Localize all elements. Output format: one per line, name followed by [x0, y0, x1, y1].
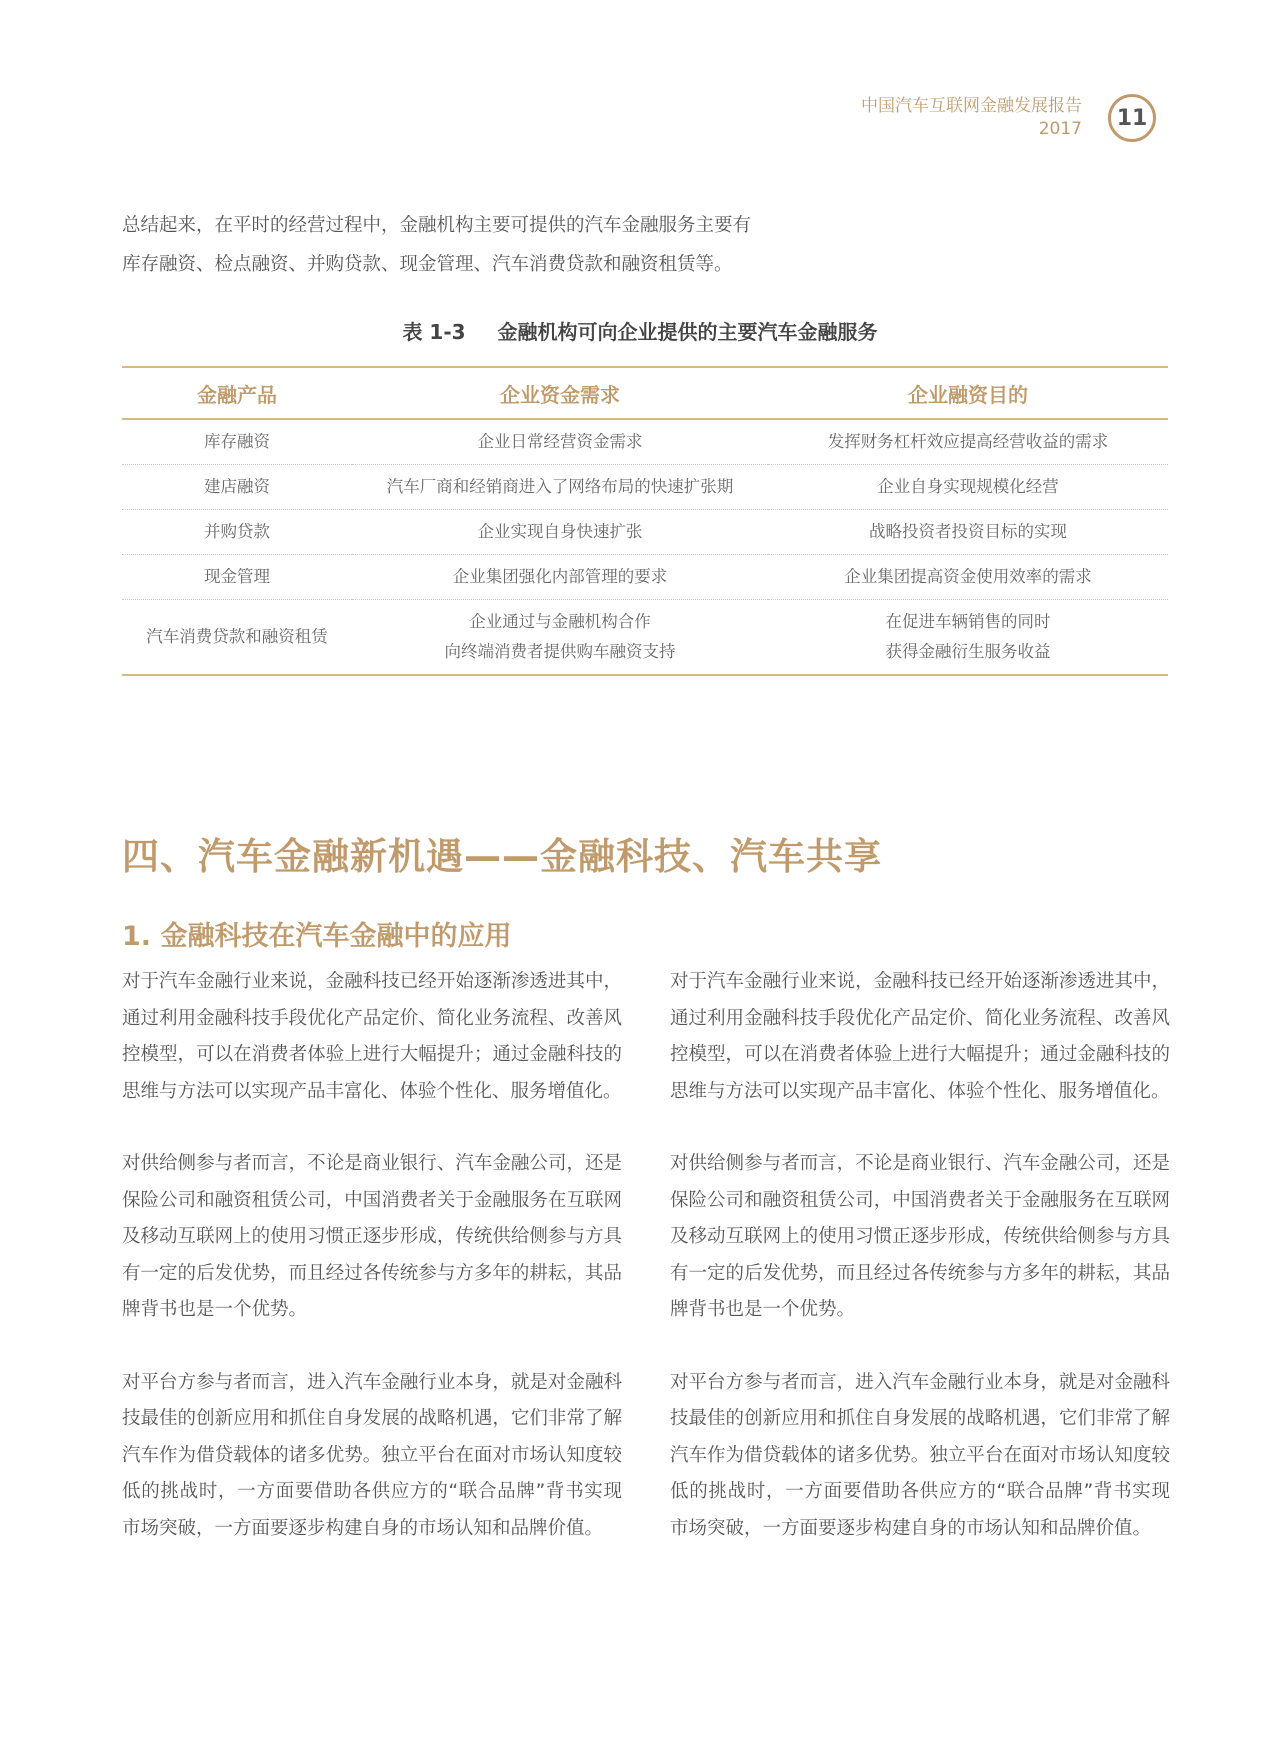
table-title: 金融机构可向企业提供的主要汽车金融服务 [497, 320, 878, 344]
column-header: 企业融资目的 [768, 367, 1168, 419]
text-column-right [670, 964, 1170, 1583]
paragraph: 对供给侧参与者而言，不论是商业银行、汽车金融公司，还是保险公司和融资租赁公司，中国消费者关于金融服务在互联网及移动互联网上的使用习惯正逐步形成，传统供给侧参与方具有一定的后发优势，而且经过各传统参与方多年的耕耘，其品牌背书也是一个优势。 [122, 1153, 622, 1320]
paragraph: 对平台方参与者而言，进入汽车金融行业本身，就是对金融科技最佳的创新应用和抓住自身发展的战略机遇，它们非常了解汽车作为借贷载体的诸多优势。独立平台在面对市场认知度较低的挑战时，一方面要借助各供应方的“联合品牌”背书实现市场突破，一方面要逐步构建自身的市场认知和品牌价值。 [670, 1371, 1170, 1539]
header-text [861, 95, 1082, 141]
cell-purpose: 发挥财务杠杆效应提高经营收益的需求 [768, 419, 1168, 465]
table-header-row [122, 367, 1168, 419]
column-header: 金融产品 [122, 367, 352, 419]
cell-purpose: 战略投资者投资目标的实现 [768, 510, 1168, 555]
cell-purpose: 企业自身实现规模化经营 [768, 465, 1168, 510]
report-year: 2017 [1038, 119, 1082, 139]
table-row [122, 555, 1168, 600]
cell-line: 向终端消费者提供购车融资支持 [444, 642, 676, 661]
paragraph: 对平台方参与者而言，进入汽车金融行业本身，就是对金融科技最佳的创新应用和抓住自身发展的战略机遇，它们非常了解汽车作为借贷载体的诸多优势。独立平台在面对市场认知度较低的挑战时，一方面要借助各供应方的“联合品牌”背书实现市场突破，一方面要逐步构建自身的市场认知和品牌价值。 [122, 1371, 622, 1539]
cell-need: 企业日常经营资金需求 [352, 419, 768, 465]
cell-need: 汽车厂商和经销商进入了网络布局的快速扩张期 [352, 465, 768, 510]
subsection-title: 1. 金融科技在汽车金融中的应用 [122, 921, 512, 952]
table-row [122, 465, 1168, 510]
cell-purpose [768, 600, 1168, 676]
cell-purpose: 企业集团提高资金使用效率的需求 [768, 555, 1168, 600]
paragraph: 对供给侧参与者而言，不论是商业银行、汽车金融公司，还是保险公司和融资租赁公司，中国消费者关于金融服务在互联网及移动互联网上的使用习惯正逐步形成，传统供给侧参与方具有一定的后发优势，而且经过各传统参与方多年的耕耘，其品牌背书也是一个优势。 [670, 1153, 1170, 1320]
column-header: 企业资金需求 [352, 367, 768, 419]
cell-need [352, 600, 768, 676]
table-caption [0, 316, 1280, 345]
cell-product: 并购贷款 [122, 510, 352, 555]
cell-need: 企业集团强化内部管理的要求 [352, 555, 768, 600]
table-number: 表 1-3 [402, 320, 466, 344]
table-row [122, 600, 1168, 676]
cell-product: 汽车消费贷款和融资租赁 [122, 600, 352, 676]
cell-line: 获得金融衍生服务收益 [885, 642, 1051, 661]
cell-line: 企业通过与金融机构合作 [469, 612, 651, 631]
page-header [861, 94, 1156, 142]
page-number: 11 [1108, 94, 1156, 142]
cell-product: 建店融资 [122, 465, 352, 510]
cell-product: 库存融资 [122, 419, 352, 465]
intro-line: 库存融资、检点融资、并购贷款、现金管理、汽车消费贷款和融资租赁等。 [122, 254, 733, 275]
intro-line: 总结起来，在平时的经营过程中，金融机构主要可提供的汽车金融服务主要有 [122, 215, 752, 236]
paragraph: 对于汽车金融行业来说，金融科技已经开始逐渐渗透进其中，通过利用金融科技手段优化产品定价、简化业务流程、改善风控模型，可以在消费者体验上进行大幅提升；通过金融科技的思维与方法可以实现产品丰富化、体验个性化、服务增值化。 [122, 971, 622, 1102]
services-table [122, 366, 1168, 676]
text-column-left [122, 964, 622, 1583]
paragraph: 对于汽车金融行业来说，金融科技已经开始逐渐渗透进其中，通过利用金融科技手段优化产品定价、简化业务流程、改善风控模型，可以在消费者体验上进行大幅提升；通过金融科技的思维与方法可以实现产品丰富化、体验个性化、服务增值化。 [670, 971, 1170, 1102]
table-row [122, 510, 1168, 555]
cell-product: 现金管理 [122, 555, 352, 600]
table-row [122, 419, 1168, 465]
cell-need: 企业实现自身快速扩张 [352, 510, 768, 555]
section-title: 四、汽车金融新机遇——金融科技、汽车共享 [122, 835, 882, 878]
cell-line: 在促进车辆销售的同时 [885, 612, 1051, 631]
report-title: 中国汽车互联网金融发展报告 [861, 96, 1082, 116]
intro-paragraph [122, 206, 1022, 284]
